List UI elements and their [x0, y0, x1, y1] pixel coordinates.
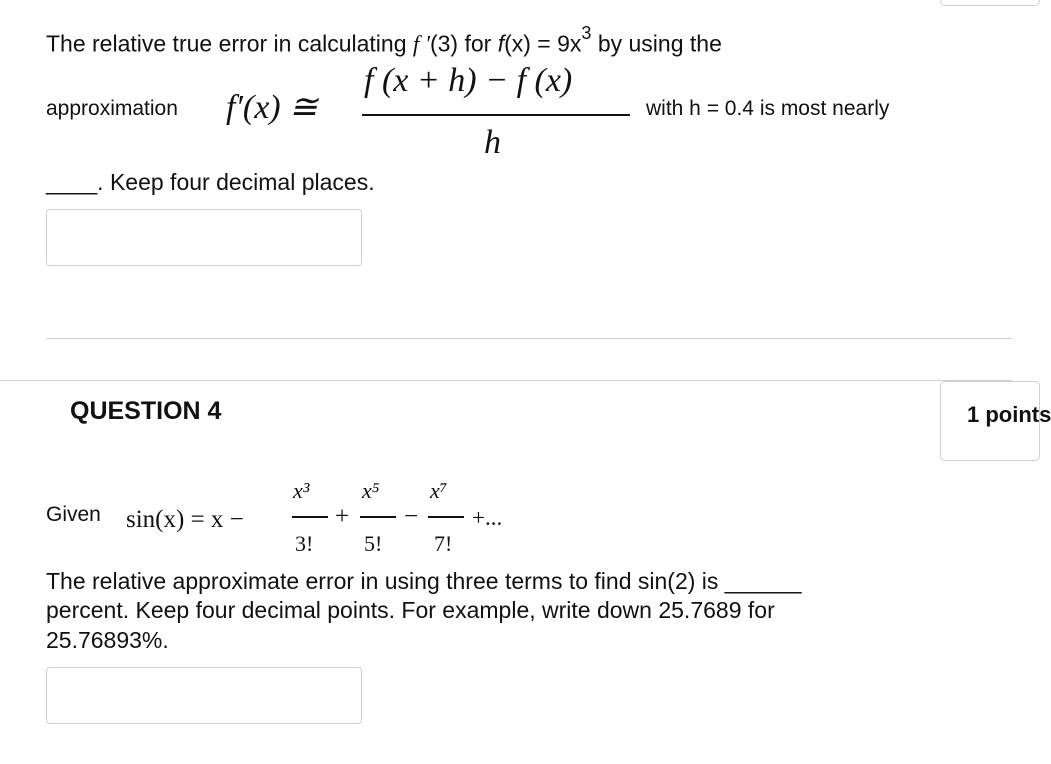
formula-denominator: h: [484, 124, 501, 161]
question3-fx: f: [497, 30, 505, 57]
question3-fx-arg: (x): [504, 30, 531, 57]
with-h-text: with h = 0.4 is most nearly: [646, 97, 890, 120]
question3-equals: = 9x: [530, 30, 582, 57]
question3-keep-text: . Keep four decimal places.: [97, 169, 375, 195]
question3-divider: [46, 338, 1012, 339]
term1-denominator: 3!: [295, 531, 314, 556]
question3-exponent: 3: [581, 23, 592, 43]
question3-arg: (3) for: [429, 30, 498, 57]
series-tail: +...: [472, 505, 503, 530]
question4-points-box: [940, 381, 1051, 461]
term2-numerator: x⁵: [362, 478, 380, 503]
approximation-label: approximation: [46, 97, 178, 120]
question3-blank: ____: [46, 169, 98, 195]
question4-answer-input[interactable]: [46, 667, 362, 724]
fraction-bar: [362, 114, 630, 116]
term3-numerator: x⁷: [430, 478, 448, 503]
series-plus-1: +: [335, 503, 350, 530]
question4-points-label: 1 points: [967, 402, 1051, 427]
question4-line3: 25.76893%.: [46, 627, 169, 653]
formula-numerator: f (x + h) − f (x): [364, 62, 573, 99]
given-label: Given: [46, 503, 101, 526]
question4-line2: percent. Keep four decimal points. For example, write down 25.7689 for: [46, 597, 775, 623]
question3-line1: [46, 23, 722, 58]
previous-points-box-edge: [940, 0, 1040, 6]
question3-line1-tail: by using the: [591, 30, 722, 57]
question3-line3: [46, 169, 375, 196]
term2-denominator: 5!: [364, 531, 383, 556]
question3-line1-text: The relative true error in calculating: [46, 30, 413, 57]
term2-bar: [360, 516, 396, 518]
term1-bar: [292, 516, 328, 518]
term1-numerator: x³: [293, 478, 310, 503]
question3-answer-input[interactable]: [46, 209, 362, 266]
series-lhs: sin(x) = x −: [126, 506, 244, 533]
term3-denominator: 7!: [434, 531, 453, 556]
term3-bar: [428, 516, 464, 518]
question4-line1: The relative approximate error in using three terms to find sin(2) is ______: [46, 568, 802, 594]
question4-heading: QUESTION 4: [70, 397, 222, 425]
derivative-lhs: f′(x) ≅: [226, 89, 318, 126]
series-minus-1: −: [404, 503, 419, 530]
question-separator: [0, 380, 1012, 381]
question3-f-prime: f ': [412, 31, 430, 57]
